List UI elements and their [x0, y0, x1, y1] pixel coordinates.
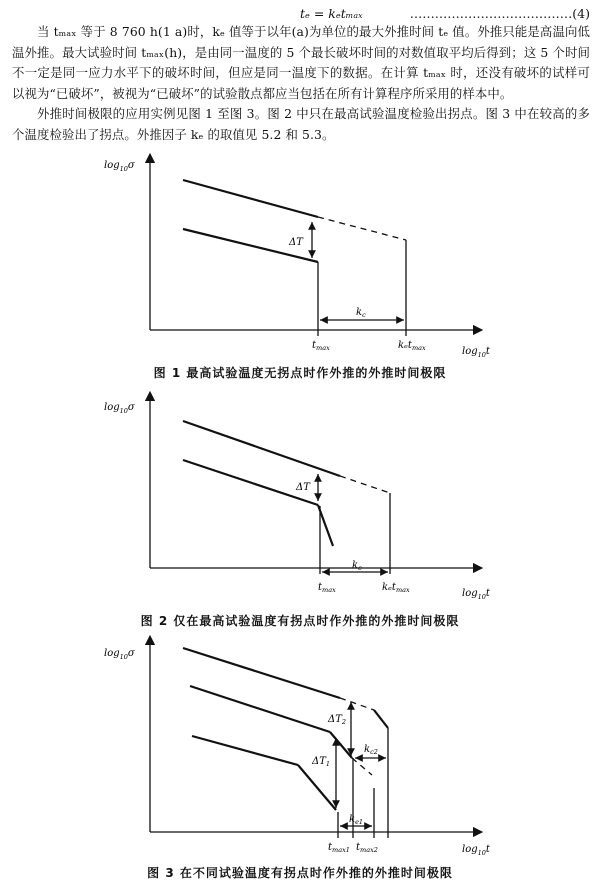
paragraph-1: 当 tₘₐₓ 等于 8 760 h(1 a)时，kₑ 值等于以年(a)为单位的最大外推时间 tₑ 值。外推只能是高温向低温外推。最大试验时间 tₘₐₓ(h)，是由同一温度的 5 个最长破坏时间的对数值取平均后得到；这 5 个时间不一定是同一应力水平下的破坏时间，但应是同一温度下的数据。在计算 tₘₐₓ 时，还没有破坏的试样可以视为“已破坏”，被视为“已破坏”的试验散点都应当包括在所有计算程序所采用的样本中。 [12, 24, 590, 101]
equation-number: …………………………………(4) [409, 6, 590, 21]
figure-2-diagram [0, 396, 600, 606]
x-axis-label: $\log_{10}t$ [462, 588, 490, 601]
ke2-label: $k_{c2}$ [364, 744, 378, 756]
tmax-label: $t_{max}$ [312, 340, 330, 352]
figure-2-caption: 图 2 仅在最高试验温度有拐点时作外推的外推时间极限 [140, 614, 460, 628]
delta-t1-label: $\Delta T_1$ [312, 756, 331, 768]
figure-3-caption: 图 3 在不同试验温度有拐点时作外推的外推时间极限 [147, 866, 453, 880]
figure-3-diagram [0, 640, 600, 860]
figure-3 [0, 640, 600, 860]
ke-label: $k_c$ [356, 307, 366, 319]
paragraph-2: 外推时间极限的应用实例见图 1 至图 3。图 2 中只在最高试验温度检验出拐点。图 3 中在较高的多个温度检验出了拐点。外推因子 kₑ 的取值见 5.2 和 5.3。 [12, 106, 590, 142]
upper-dashed-extension [318, 217, 406, 240]
equation-formula: tₑ = kₑtₘₐₓ [300, 6, 363, 21]
ketmax-label: kₑt$_{max}$ [398, 340, 426, 352]
figure-1 [0, 158, 600, 359]
bottom-solid-line [192, 736, 298, 765]
top-dashed-extension [340, 698, 374, 710]
ketmax-label: kₑt$_{max}$ [382, 582, 410, 594]
y-axis-label: $\log_{10}\sigma$ [104, 648, 135, 661]
tmax1-label: $t_{max1}$ [328, 842, 350, 854]
tmax2-label: $t_{max2}$ [356, 842, 378, 854]
bottom-knee-segment [298, 765, 336, 810]
y-axis-label: $\log_{10}\sigma$ [104, 160, 135, 173]
delta-t2-label: $\Delta T_2$ [328, 714, 347, 726]
ke-label: $k_c$ [352, 560, 362, 572]
delta-t-label: ΔT [289, 237, 303, 248]
upper-dashed-extension [340, 476, 390, 493]
figure-1-diagram [0, 158, 600, 359]
ke1-label: $k_{e1}$ [349, 814, 364, 826]
middle-dashed-extension [352, 758, 372, 775]
x-axis-label: $\log_{10}t$ [462, 346, 490, 359]
figure-2 [0, 396, 600, 606]
upper-solid-line [183, 180, 318, 217]
delta-t-label: ΔT [296, 482, 310, 493]
middle-knee-segment [330, 732, 352, 758]
middle-solid-line [190, 686, 330, 732]
top-knee-segment [374, 710, 388, 728]
x-axis-label: $\log_{10}t$ [462, 844, 490, 857]
tmax-label: $t_{max}$ [318, 582, 336, 594]
figure-1-caption: 图 1 最高试验温度无拐点时作外推的外推时间极限 [153, 366, 447, 380]
y-axis-label: $\log_{10}\sigma$ [104, 402, 135, 415]
